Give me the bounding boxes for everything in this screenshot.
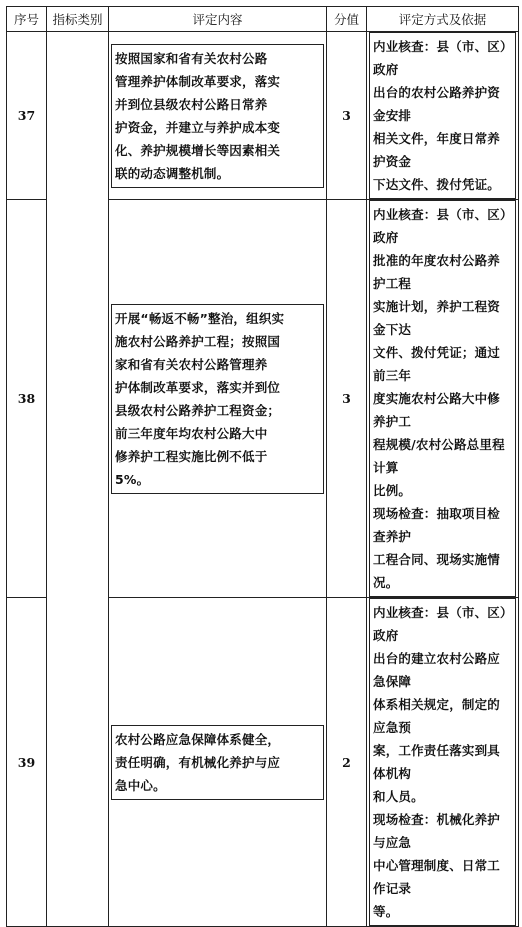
method-cell — [367, 200, 519, 598]
content-cell — [109, 598, 327, 927]
row-seq: 37 — [7, 32, 47, 200]
evaluation-table — [6, 6, 519, 927]
header-category: 指标类别 — [47, 7, 109, 32]
category-cell — [47, 32, 109, 927]
row-content: 农村公路应急保障体系健全， 责任明确，有机械化养护与应 急中心。 — [111, 725, 324, 800]
row-content: 开展“畅返不畅”整治，组织实 施农村公路养护工程；按照国 家和省有关农村公路管理养 护体制改革要求，落实并到位 县级农村公路养护工程资金； 前三年度年均农村公路大中 修养护工程实施比例不低于 5%。 — [111, 304, 324, 494]
header-seq: 序号 — [7, 7, 47, 32]
header-content: 评定内容 — [109, 7, 327, 32]
row-method: 内业核查：县（市、区）政府 出台的建立农村公路应急保障 体系相关规定，制定的应急预 案，工作责任落实到具体机构 和人员。 现场检查：机械化养护与应急 中心管理制度、日常工作记录 等。 — [369, 598, 516, 926]
method-cell — [367, 32, 519, 200]
header-method: 评定方式及依据 — [367, 7, 519, 32]
row-score: 3 — [327, 32, 367, 200]
content-cell — [109, 32, 327, 200]
header-score: 分值 — [327, 7, 367, 32]
method-cell — [367, 598, 519, 927]
row-score: 2 — [327, 598, 367, 927]
row-content: 按照国家和省有关农村公路 管理养护体制改革要求，落实 并到位县级农村公路日常养 护资金，并建立与养护成本变 化、养护规模增长等因素相关 联的动态调整机制。 — [111, 44, 324, 188]
row-score: 3 — [327, 200, 367, 598]
header-row — [7, 7, 519, 32]
row-seq: 39 — [7, 598, 47, 927]
table-row — [7, 32, 519, 200]
content-cell — [109, 200, 327, 598]
row-method: 内业核查：县（市、区）政府 批准的年度农村公路养护工程 实施计划，养护工程资金下达 文件、拨付凭证；通过前三年 度实施农村公路大中修养护工 程规模/农村公路总里程计算 比例。 现场检查：抽取项目检查养护 工程合同、现场实施情况。 — [369, 200, 516, 597]
row-seq: 38 — [7, 200, 47, 598]
row-method: 内业核查：县（市、区）政府 出台的农村公路养护资金安排 相关文件，年度日常养护资金 下达文件、拨付凭证。 — [369, 32, 516, 199]
